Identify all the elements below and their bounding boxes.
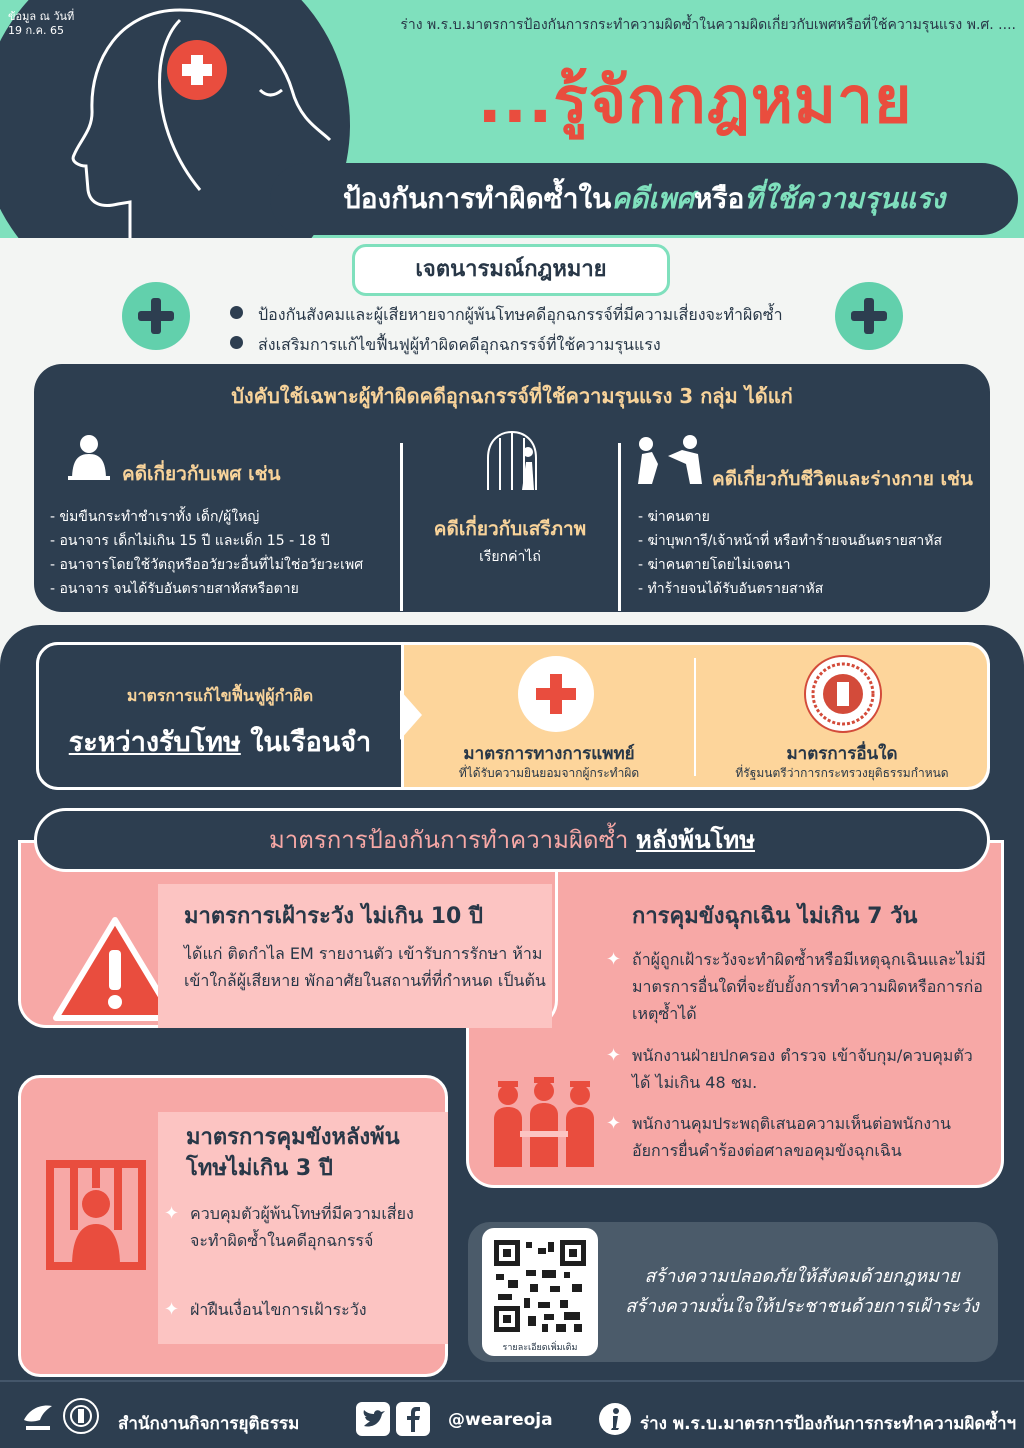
sexual-cases-list: - ข่มขืนกระทำชำเราทั้ง เด็ก/ผู้ใหญ่ - อนาจาร เด็กไม่เกิน 15 ปี และเด็ก 15 - 18 ปี - อนาจารโดยใช้วัตถุหรืออวัยวะอื่นที่ไม่ใช่อวัยวะเพศ - อนาจาร จนได้รับอันตรายสาหัสหรือตาย xyxy=(50,509,364,597)
liberty-cases-heading: คดีเกี่ยวกับเสรีภาพ xyxy=(433,518,587,540)
social-handle[interactable]: @weareoja xyxy=(448,1410,553,1430)
intent-bullet: ป้องกันสังคมและผู้เสียหายจากผู้พ้นโทษคดีอุกฉกรรจ์ที่มีความเสี่ยงจะทำผิดซ้ำ xyxy=(236,303,783,328)
facebook-icon[interactable] xyxy=(396,1402,430,1436)
twitter-icon[interactable] xyxy=(356,1402,390,1436)
other-measure-sub: ที่รัฐมนตรีว่าการกระทรวงยุติธรรมกำหนด xyxy=(735,766,949,780)
surveillance-title: มาตรการเฝ้าระวัง ไม่เกิน 10 ปี xyxy=(184,904,483,929)
prevention-heading: มาตรการป้องกันการทำความผิดซ้ำ หลังพ้นโทษ xyxy=(34,808,990,872)
medical-cross-icon xyxy=(518,656,594,732)
plus-icon xyxy=(835,282,903,350)
sexual-cases-heading: คดีเกี่ยวกับเพศ เช่น xyxy=(122,463,281,485)
rehab-big-label: ระหว่างรับโทษ ในเรือนจำ xyxy=(68,727,372,758)
info-icon[interactable] xyxy=(598,1402,632,1436)
life-cases-list: - ฆ่าคนตาย - ฆ่าบุพการี/เจ้าหน้าที่ หรือทำร้ายจนอันตรายสาหัส - ฆ่าคนตายโดยไม่เจตนา - ทำร้ายจนได้รับอันตรายสาหัส xyxy=(638,509,943,597)
main-title: ...รู้จักกฎหมาย xyxy=(477,64,913,138)
divider xyxy=(694,658,696,776)
guards-icon xyxy=(484,1075,604,1171)
prison-cell-icon xyxy=(46,1160,146,1270)
slogan: สร้างความปลอดภัยให้สังคมด้วยกฎหมาย สร้างความมั่นใจให้ประชาชนด้วยการเฝ้าระวัง xyxy=(625,1266,979,1317)
fight-icon xyxy=(632,434,708,486)
rehab-small-label: มาตรการแก้ไขฟื้นฟูผู้กำผิด xyxy=(126,686,314,705)
emergency-title: การคุมขังฉุกเฉิน ไม่เกิน 7 วัน xyxy=(632,904,918,929)
sparkle-icon: ✦ xyxy=(606,1045,622,1066)
life-cases-heading: คดีเกี่ยวกับชีวิตและร่างกาย เช่น xyxy=(712,468,973,490)
other-measure-title: มาตรการอื่นใด xyxy=(786,744,898,764)
emergency-item: ✦ พนักงานคุมประพฤติเสนอความเห็นต่อพนักงานอัยการยื่นคำร้องต่อศาลขอคุมขังฉุกเฉิน xyxy=(632,1110,988,1164)
sparkle-icon: ✦ xyxy=(606,949,622,970)
intent-heading: เจตนารมณ์กฎหมาย xyxy=(352,244,670,296)
divider xyxy=(618,443,621,611)
qr-code-icon[interactable] xyxy=(494,1240,586,1332)
birdcage-icon xyxy=(482,428,542,494)
draft-act-note: ร่าง พ.ร.บ.มาตรการป้องกันการกระทำความผิดซ้ำในความผิดเกี่ยวกับเพศหรือที่ใช้ความรุนแรง พ.ศ. .... xyxy=(400,17,1016,33)
draft-act-link[interactable]: ร่าง พ.ร.บ.มาตรการป้องกันการกระทำความผิดซ้ำฯ xyxy=(640,1414,1017,1434)
detention-item: ✦ ฝ่าฝืนเงื่อนไขการเฝ้าระวัง xyxy=(190,1296,430,1323)
sparkle-icon: ✦ xyxy=(164,1299,180,1320)
sparkle-icon: ✦ xyxy=(606,1113,622,1134)
groups-title: บังคับใช้เฉพาะผู้ทำผิดคดีอุกฉกรรจ์ที่ใช้ความรุนแรง 3 กลุ่ม ได้แก่ xyxy=(231,384,793,408)
seal-logo-icon xyxy=(62,1397,100,1435)
plus-icon xyxy=(122,282,190,350)
sparkle-icon: ✦ xyxy=(164,1203,180,1224)
qr-caption: รายละเอียดเพิ่มเติม xyxy=(502,1343,578,1353)
header-banner xyxy=(0,0,1024,238)
divider xyxy=(400,443,403,611)
emergency-item: ✦ ถ้าผู้ถูกเฝ้าระวังจะทำผิดซ้ำหรือมีเหตุฉุกเฉินและไม่มีมาตรการอื่นใดที่จะยับยั้งการทำความผิดหรือการก่อเหตุซ้ำได้ xyxy=(632,946,988,1027)
victim-icon xyxy=(64,432,114,482)
medical-measure-sub: ที่ได้รับความยินยอมจากผู้กระทำผิด xyxy=(458,766,640,780)
medical-measure-title: มาตรการทางการแพทย์ xyxy=(463,744,635,764)
detention-title: มาตรการคุมขังหลังพ้นโทษไม่เกิน 3 ปี xyxy=(186,1125,400,1181)
intent-bullet: ส่งเสริมการแก้ไขฟื้นฟูผู้ทำผิดคดีอุกฉกรรจ์ที่ใช้ความรุนแรง xyxy=(236,333,661,358)
dove-logo-icon xyxy=(20,1398,56,1434)
org-name: สำนักงานกิจการยุติธรรม xyxy=(118,1414,300,1434)
emergency-item: ✦ พนักงานฝ่ายปกครอง ตำรวจ เข้าจับกุม/ควบคุมตัวได้ ไม่เกิน 48 ชม. xyxy=(632,1042,988,1096)
detention-item: ✦ ควบคุมตัวผู้พ้นโทษที่มีความเสี่ยงจะทำผิดซ้ำในคดีอุกฉกรรจ์ xyxy=(190,1200,430,1254)
subtitle: ป้องกันการทำผิดซ้ำในคดีเพศหรือที่ใช้ความรุนแรง xyxy=(270,163,1018,235)
date-note: ข้อมูล ณ วันที่ 19 ก.ค. 65 xyxy=(8,10,75,37)
rehab-label-panel xyxy=(36,642,404,790)
ministry-seal-icon xyxy=(803,654,883,734)
surveillance-body: ได้แก่ ติดกำไล EM รายงานตัว เข้ารับการรักษา ห้ามเข้าใกล้ผู้เสียหาย พักอาศัยในสถานที่ที่กำหนด เป็นต้น xyxy=(184,944,546,990)
arrow-icon xyxy=(400,690,422,740)
liberty-cases-sub: เรียกค่าไถ่ xyxy=(479,549,541,565)
